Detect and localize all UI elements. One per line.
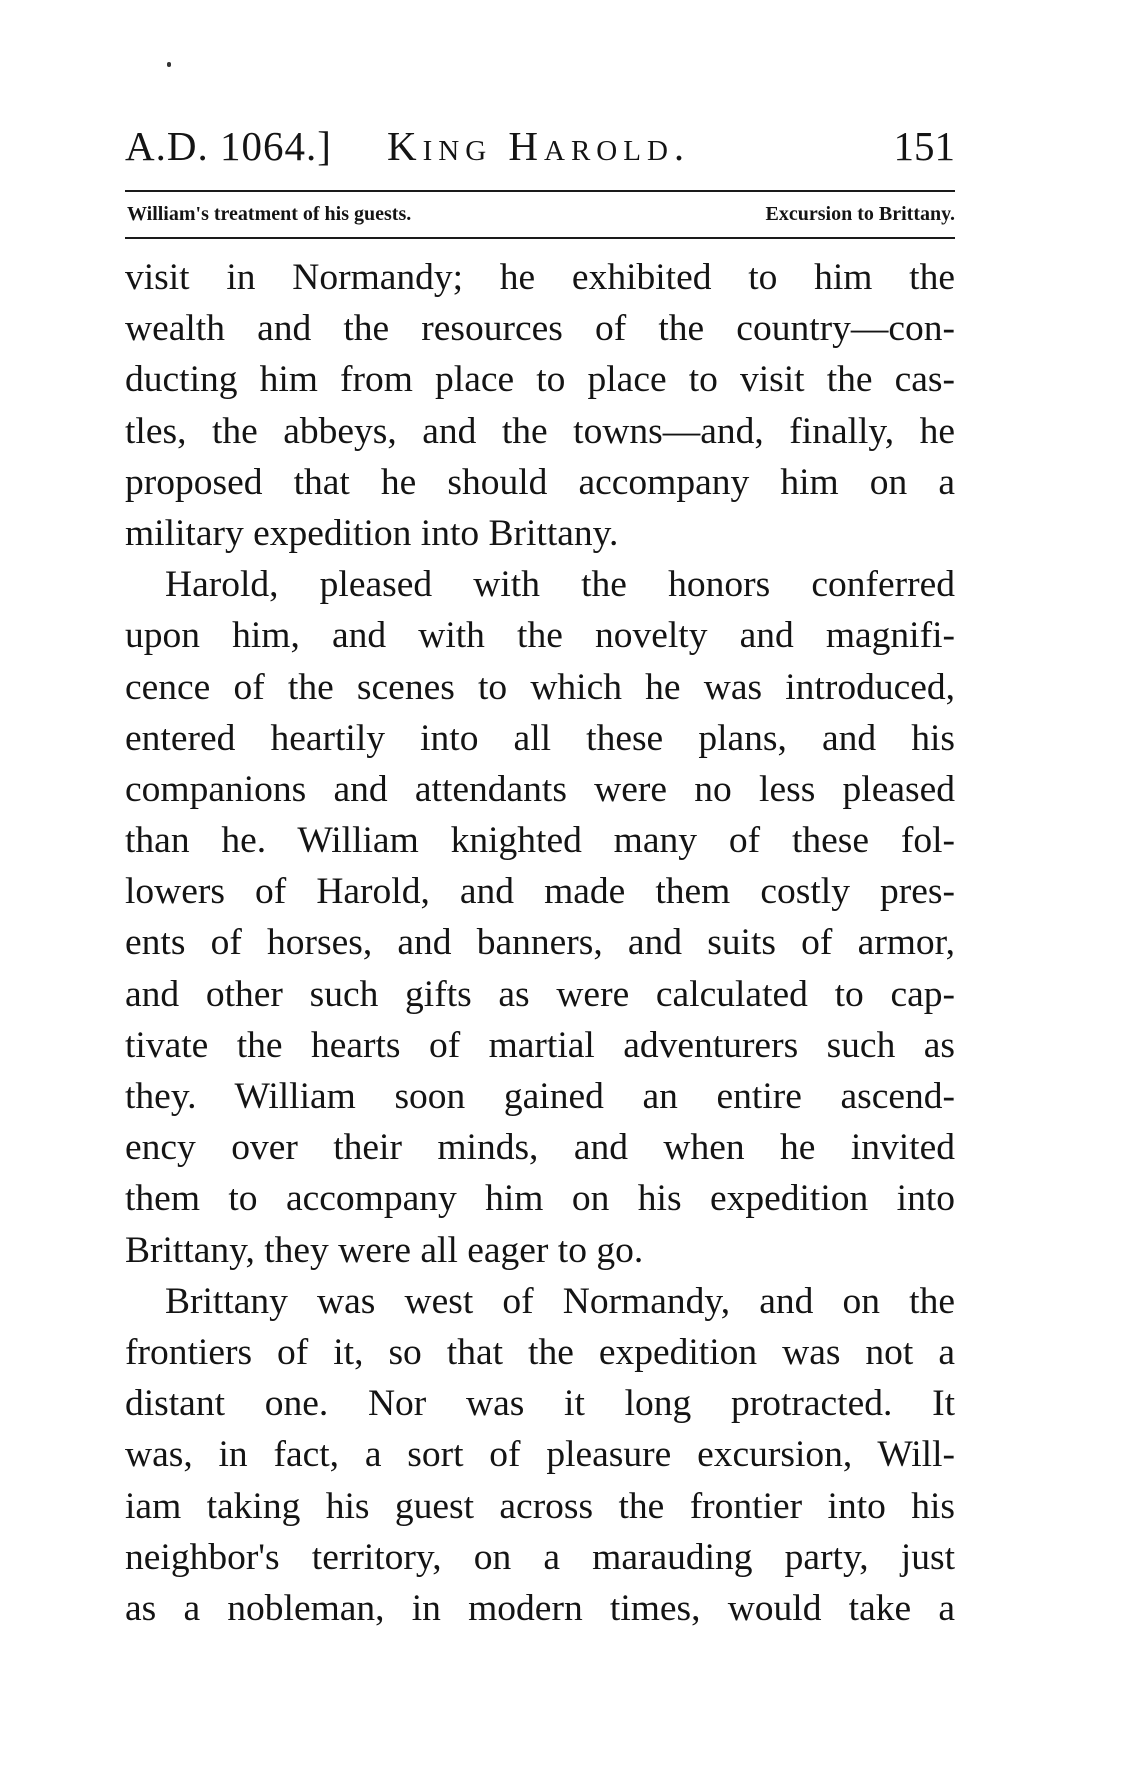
running-head xyxy=(125,118,955,174)
text-line: Brittany was west of Normandy, and on the xyxy=(165,1280,955,1322)
text-line: than he. William knighted many of these fol- xyxy=(125,820,955,862)
body-text xyxy=(125,252,955,1634)
text-line: cence of the scenes to which he was introduced, xyxy=(125,666,955,708)
text-line: as a nobleman, in modern times, would take a xyxy=(125,1587,955,1629)
text-line: Brittany, they were all eager to go. xyxy=(125,1229,644,1271)
text-line: companions and attendants were no less pleased xyxy=(125,768,955,810)
text-line: distant one. Nor was it long protracted. It xyxy=(125,1383,955,1425)
text-line: entered heartily into all these plans, and his xyxy=(125,717,955,759)
text-line: tles, the abbeys, and the towns—and, finally, he xyxy=(125,410,955,452)
text-line: ency over their minds, and when he invited xyxy=(125,1127,955,1169)
print-speck xyxy=(167,62,171,67)
text-line: frontiers of it, so that the expedition was not a xyxy=(125,1331,955,1373)
text-line: military expedition into Brittany. xyxy=(125,512,619,554)
text-line: and other such gifts as were calculated to cap- xyxy=(125,973,955,1015)
text-line: visit in Normandy; he exhibited to him the xyxy=(125,257,955,298)
text-line: ents of horses, and banners, and suits of armor, xyxy=(125,922,955,964)
page-number: 151 xyxy=(893,123,955,169)
text-line: was, in fact, a sort of pleasure excursion, Will- xyxy=(125,1434,955,1476)
paragraph-2 xyxy=(125,559,955,1276)
text-line: neighbor's territory, on a marauding party, just xyxy=(125,1536,955,1578)
text-line: them to accompany him on his expedition into xyxy=(125,1178,955,1220)
header-rule-top xyxy=(125,190,955,192)
text-line: wealth and the resources of the country—con- xyxy=(125,308,955,350)
running-head-title: King Harold. xyxy=(387,123,691,169)
text-line: upon him, and with the novelty and magnifi- xyxy=(125,615,955,657)
paragraph-1 xyxy=(125,252,955,559)
header-rule-bottom xyxy=(125,237,955,239)
text-line: tivate the hearts of martial adventurers such as xyxy=(125,1024,955,1066)
paragraph-3 xyxy=(125,1276,955,1634)
text-line: iam taking his guest across the frontier into his xyxy=(125,1485,955,1527)
text-line: lowers of Harold, and made them costly pres- xyxy=(125,871,955,913)
sidenote-right: Excursion to Brittany. xyxy=(765,203,955,225)
text-line: they. William soon gained an entire ascend- xyxy=(125,1076,955,1117)
sidenote-bar xyxy=(125,196,955,232)
running-head-date: A.D. 1064.] xyxy=(125,123,332,169)
sidenote-left: William's treatment of his guests. xyxy=(127,203,412,225)
text-line: proposed that he should accompany him on a xyxy=(125,461,955,503)
text-line: Harold, pleased with the honors conferred xyxy=(165,564,955,606)
text-line: ducting him from place to place to visit the cas- xyxy=(125,359,955,401)
